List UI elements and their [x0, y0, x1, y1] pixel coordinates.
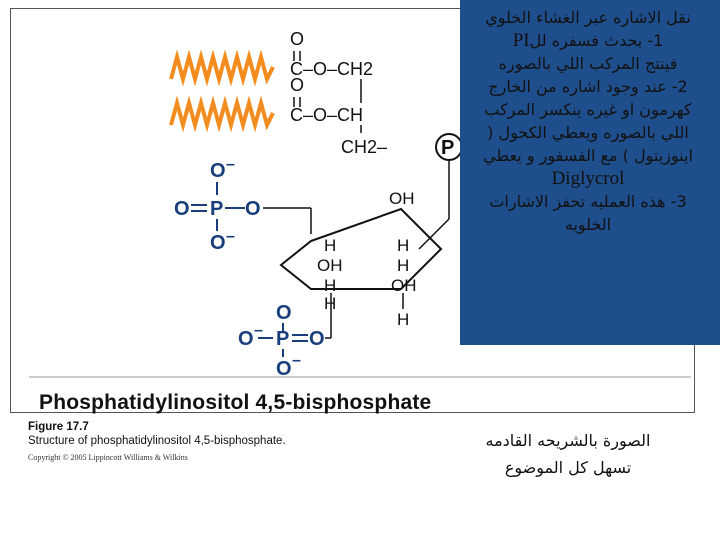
- figure-title: Phosphatidylinositol 4,5-bisphosphate: [39, 391, 432, 414]
- phosphate5-o-bottom: O: [210, 232, 226, 254]
- phosphate4-charge-bottom: –: [292, 352, 301, 369]
- explanation-line-1: نقل الاشاره عبر الغشاء الخلوي: [485, 8, 691, 27]
- explanation-line-2-pi: PI: [512, 30, 530, 51]
- explanation-line-2: [466, 29, 710, 52]
- glycerol-row-3: CH2–: [341, 137, 388, 157]
- explanation-line-5: كهرمون او غيره ينكسر المركب: [484, 100, 692, 119]
- ring-h-bottom-right: H: [397, 310, 410, 329]
- phosphate4-o-top: O: [276, 302, 292, 324]
- fatty-acid-chain-2: [171, 103, 273, 125]
- explanation-line-8: Diglycrol: [551, 168, 625, 189]
- ring-oh-top-right: OH: [389, 189, 415, 208]
- carbonyl-oxygen-1: O: [290, 29, 305, 49]
- carbonyl-oxygen-2: O: [290, 75, 305, 95]
- phosphate5-o-right: O: [245, 198, 261, 220]
- ring-h-left-top: H: [324, 236, 337, 255]
- explanation-line-9: 3- هذه العمليه تحفز الاشارات: [489, 192, 687, 211]
- figure-caption: [28, 420, 286, 462]
- phosphate-center-label: P: [441, 137, 455, 159]
- explanation-line-10: الخلويه: [564, 215, 612, 234]
- inositol-ring: [281, 209, 441, 289]
- next-slide-note: [418, 427, 718, 481]
- phosphate5-o-left: O: [174, 198, 190, 220]
- next-slide-note-line-1: الصورة بالشريحه القادمه: [485, 431, 651, 450]
- fatty-acid-chain-1: [171, 57, 273, 79]
- explanation-line-3: فينتج المركب اللي بالصوره: [498, 54, 678, 73]
- ring-h-right-top: H: [397, 236, 410, 255]
- glycerol-row-2: C–O–CH: [290, 105, 364, 125]
- next-slide-note-line-2: تسهل كل الموضوع: [504, 458, 632, 477]
- ring-oh-right-bottom: OH: [391, 276, 417, 295]
- phosphate-link-bond-2: [419, 219, 449, 249]
- phosphate5-charge-bottom: –: [226, 228, 235, 245]
- ring-h-right-mid: H: [397, 256, 410, 275]
- explanation-line-6: اللي بالصوره ويعطي الكحول (: [487, 123, 689, 142]
- phosphate5-charge-top: –: [226, 156, 235, 173]
- explanation-line-2-text: 1- يحدث فسفره لل: [529, 31, 664, 50]
- phosphate5-p: P: [210, 198, 224, 220]
- ring-h-bottom-left: H: [324, 294, 337, 313]
- caption-text: Structure of phosphatidylinositol 4,5-bisphosphate.: [28, 435, 286, 447]
- copyright-notice: Copyright © 2005 Lippincott Williams & Wilkins: [28, 453, 188, 462]
- phosphate4-charge-left: –: [254, 322, 263, 339]
- explanation-line-4: 2- عند وجود اشاره من الخارج: [488, 77, 688, 96]
- ring-oh-left: OH: [317, 256, 343, 275]
- phosphate4-o-bottom: O: [276, 358, 292, 380]
- ring-h-left-bottom: H: [324, 276, 337, 295]
- phosphate4-p: P: [276, 328, 290, 350]
- phosphate4-o-left: O: [238, 328, 254, 350]
- phosphate5-o-top: O: [210, 160, 226, 182]
- glycerol-row-1: C–O–CH2: [290, 59, 374, 79]
- caption-label: Figure 17.7: [28, 421, 89, 433]
- explanation-line-7: اينوزيتول ) مع الفسفور و يعطي: [483, 146, 693, 165]
- phosphate4-o-right: O: [309, 328, 325, 350]
- explanation-box: [460, 0, 720, 345]
